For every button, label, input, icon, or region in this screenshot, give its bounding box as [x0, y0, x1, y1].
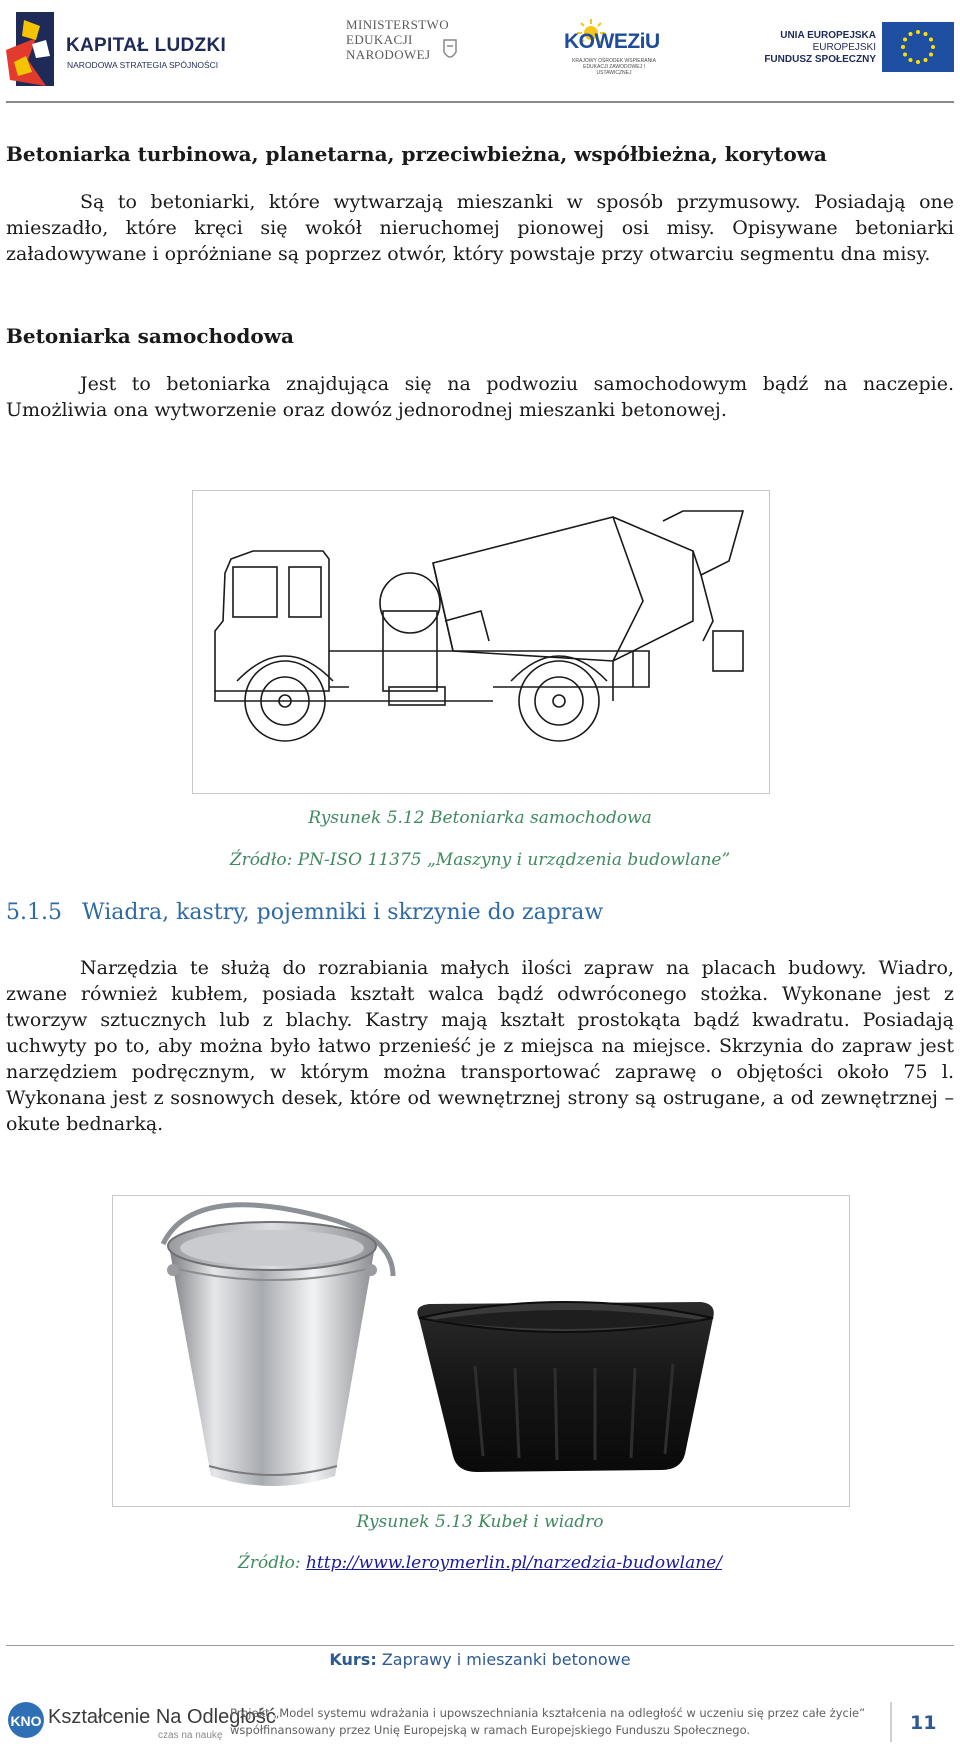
truck-mixer-drawing [193, 491, 769, 793]
eu-star-icon [924, 32, 928, 36]
figure-truck-mixer [192, 490, 770, 794]
eu-star-icon [929, 38, 933, 42]
kno-emblem-icon [6, 1700, 46, 1740]
kapital-ludzki-title: KAPITAŁ LUDZKI [66, 35, 227, 56]
paragraph-truck-mixer: Jest to betoniarka znajdująca się na podwoziu samochodowym bądź na naczepie. Umożliwia ona wytworzenie oraz dowóz jednorodnej mieszanki betonowej. [6, 373, 954, 421]
kno-subtitle: czas na naukę [158, 1730, 223, 1741]
eu-star-icon [901, 45, 905, 49]
eu-star-icon [929, 53, 933, 57]
kno-title: Kształcenie Na Odległość [48, 1706, 276, 1728]
eu-logo [756, 22, 954, 74]
container-icon [417, 1302, 713, 1472]
figure-bucket-container [112, 1195, 850, 1507]
eu-star-icon [916, 30, 920, 34]
footer-divider [6, 1645, 954, 1646]
svg-text:KNO: KNO [10, 1713, 42, 1729]
eu-star-icon [903, 53, 907, 57]
bucket-icon [163, 1205, 393, 1486]
eu-line2: EUROPEJSKI [812, 42, 876, 53]
paragraph-buckets: Narzędzia te służą do rozrabiania małych ilości zapraw na placach budowy. Wiadro, zwane również kubłem, posiada kształt walca bądź odwróconego stożka. Wykonane jest z tworzyw sztucznych lub z blachy. Kastry mają kształt prostokąta bądź kwadratu. Posiadają uchwyty po to, aby można było łatwo przenieść je z miejsca na miejsce. Skrzynia do zapraw jest narzędziem podręcznym, w którym można transportować zaprawę o objętości około 75 l. Wykonana jest z sosnowych desek, które od wewnętrznej strony są ostrugane, a od zewnętrznej – okute bednarką. [6, 957, 954, 1135]
heading-truck-mixer: Betoniarka samochodowa [6, 324, 294, 348]
eu-flag-icon [882, 22, 954, 72]
kapital-ludzki-logo [6, 10, 246, 90]
figure1-caption: Rysunek 5.12 Betoniarka samochodowa [308, 808, 652, 828]
header-divider [6, 101, 954, 103]
project-line1: Projekt „Model systemu wdrażania i upowszechniania kształcenia na odległość w uczeniu się przez całe życie” [230, 1706, 866, 1720]
paragraph-turbine-mixers: Są to betoniarki, które wytwarzają mieszanki w sposób przymusowy. Posiadają one mieszadło, które kręci się wokół nieruchomej pionowej osi misy. Opisywane betoniarki załadowywane i opróżniane są poprzez otwór, który powstaje przy otwarciu segmentu dna misy. [6, 191, 954, 265]
eu-star-icon [931, 45, 935, 49]
koweziu-subtitle: KRAJOWY OŚRODEK WSPIERANIA EDUKACJI ZAWODOWEJ I USTAWICZNEJ [572, 58, 656, 76]
figure2-source-link[interactable]: http://www.leroymerlin.pl/narzedzia-budowlane/ [305, 1553, 722, 1573]
eu-star-icon [909, 58, 913, 62]
kapital-ludzki-subtitle: NARODOWA STRATEGIA SPÓJNOŚCI [67, 60, 219, 70]
section-title-5-1-5 [6, 900, 603, 925]
eu-line3: FUNDUSZ SPOŁECZNY [764, 54, 876, 65]
eu-star-icon [916, 60, 920, 64]
eu-star-icon [903, 38, 907, 42]
figure2-source-prefix: Źródło: [238, 1553, 306, 1573]
kno-logo [6, 1700, 276, 1744]
project-line2: współfinansowany przez Unię Europejską w ramach Europejskiego Funduszu Społecznego. [230, 1723, 751, 1737]
course-line [0, 1650, 960, 1669]
figure1-source: Źródło: PN-ISO 11375 „Maszyny i urządzenia budowlane” [229, 850, 731, 870]
men-emblem-icon [440, 38, 460, 64]
course-label: Kurs: [329, 1650, 377, 1669]
men-logo [346, 18, 466, 70]
page-header [0, 0, 960, 104]
eu-star-icon [924, 58, 928, 62]
heading-turbine-mixers: Betoniarka turbinowa, planetarna, przeciwbieżna, współbieżna, korytowa [6, 142, 827, 166]
koweziu-logo [562, 22, 672, 78]
men-line2: EDUKACJI [346, 32, 413, 47]
figure2-source [0, 1553, 960, 1573]
men-line3: NARODOWEJ [346, 47, 431, 62]
page-number: 11 [910, 1712, 937, 1734]
men-line1: MINISTERSTWO [346, 17, 450, 32]
section-number: 5.1.5 [6, 900, 62, 925]
kapital-ludzki-emblem-icon [6, 10, 58, 90]
course-name: Zaprawy i mieszanki betonowe [376, 1650, 631, 1669]
bucket-container-photo [113, 1196, 849, 1506]
eu-star-icon [909, 32, 913, 36]
section-title-text: Wiadra, kastry, pojemniki i skrzynie do zapraw [82, 900, 604, 925]
eu-line1: UNIA EUROPEJSKA [780, 30, 876, 41]
figure2-caption: Rysunek 5.13 Kubeł i wiadro [356, 1512, 604, 1532]
page-number-divider [890, 1702, 892, 1742]
koweziu-title: KOWEZiU [564, 30, 660, 53]
